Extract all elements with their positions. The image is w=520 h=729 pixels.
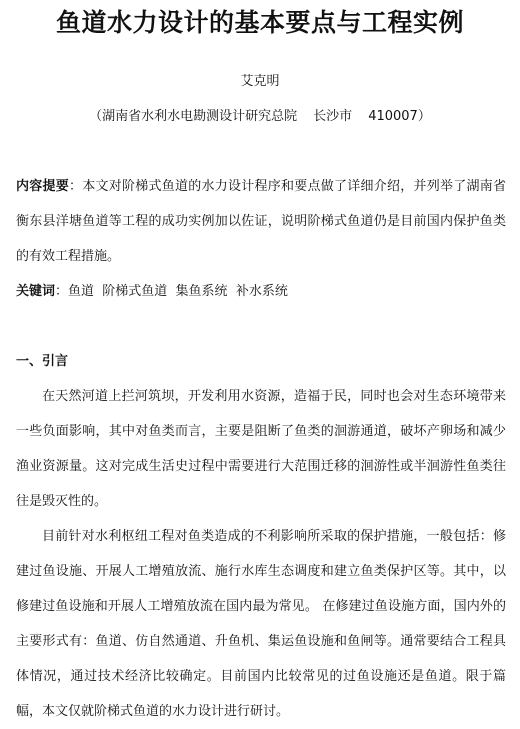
keywords-label: 关键词: [16, 284, 56, 299]
introduction-paragraph-1: 在天然河道上拦河筑坝，开发利用水资源，造福于民，同时也会对生态环境带来一些负面影响，其中对鱼类而言，主要是阻断了鱼类的洄游通道，破坏产卵场和减少渔业资源量。这对完成生活史过程中需要进行大范围迁移的洄游性或半洄游性鱼类往往是毁灭性的。: [16, 389, 506, 509]
paper-title: 鱼道水力设计的基本要点与工程实例: [55, 8, 464, 37]
abstract-separator: ：: [69, 179, 83, 194]
keywords: [16, 274, 506, 309]
affiliation-open-paren: （: [89, 109, 103, 124]
abstract: [16, 169, 506, 274]
abstract-label: 内容提要: [16, 179, 69, 194]
affiliation-postcode: 410007: [368, 109, 418, 124]
keywords-text: 鱼道 阶梯式鱼道 集鱼系统 补水系统: [68, 284, 288, 299]
section-heading-introduction: 一、引言: [16, 354, 69, 369]
affiliation-line: [0, 107, 520, 127]
author-name: 艾克明: [240, 74, 280, 89]
introduction-paragraph-2: 目前针对水利枢纽工程对鱼类造成的不利影响所采取的保护措施，一般包括：修建过鱼设施、开展人工增殖放流、施行水库生态调度和建立鱼类保护区等。其中，以修建过鱼设施和开展人工增殖放流在国内最为常见。 在修建过鱼设施方面，国内外的主要形式有：鱼道、仿自然通道、升鱼机、集运鱼设施和鱼闸等。通常要结合工程具体情况，通过技术经济比较确定。目前国内比较常见的过鱼设施还是鱼道。限于篇幅，本文仅就阶梯式鱼道的水力设计进行研讨。: [16, 529, 506, 719]
abstract-text: 本文对阶梯式鱼道的水力设计程序和要点做了详细介绍，并列举了湖南省衡东县洋塘鱼道等工程的成功实例加以佐证，说明阶梯式鱼道仍是目前国内保护鱼类的有效工程措施。: [16, 179, 506, 264]
affiliation-org: 湖南省水利水电勘测设计研究总院: [102, 109, 298, 124]
keywords-separator: ：: [55, 284, 69, 299]
affiliation-close-paren: ）: [417, 109, 431, 124]
affiliation-city: 长沙市: [313, 109, 353, 124]
